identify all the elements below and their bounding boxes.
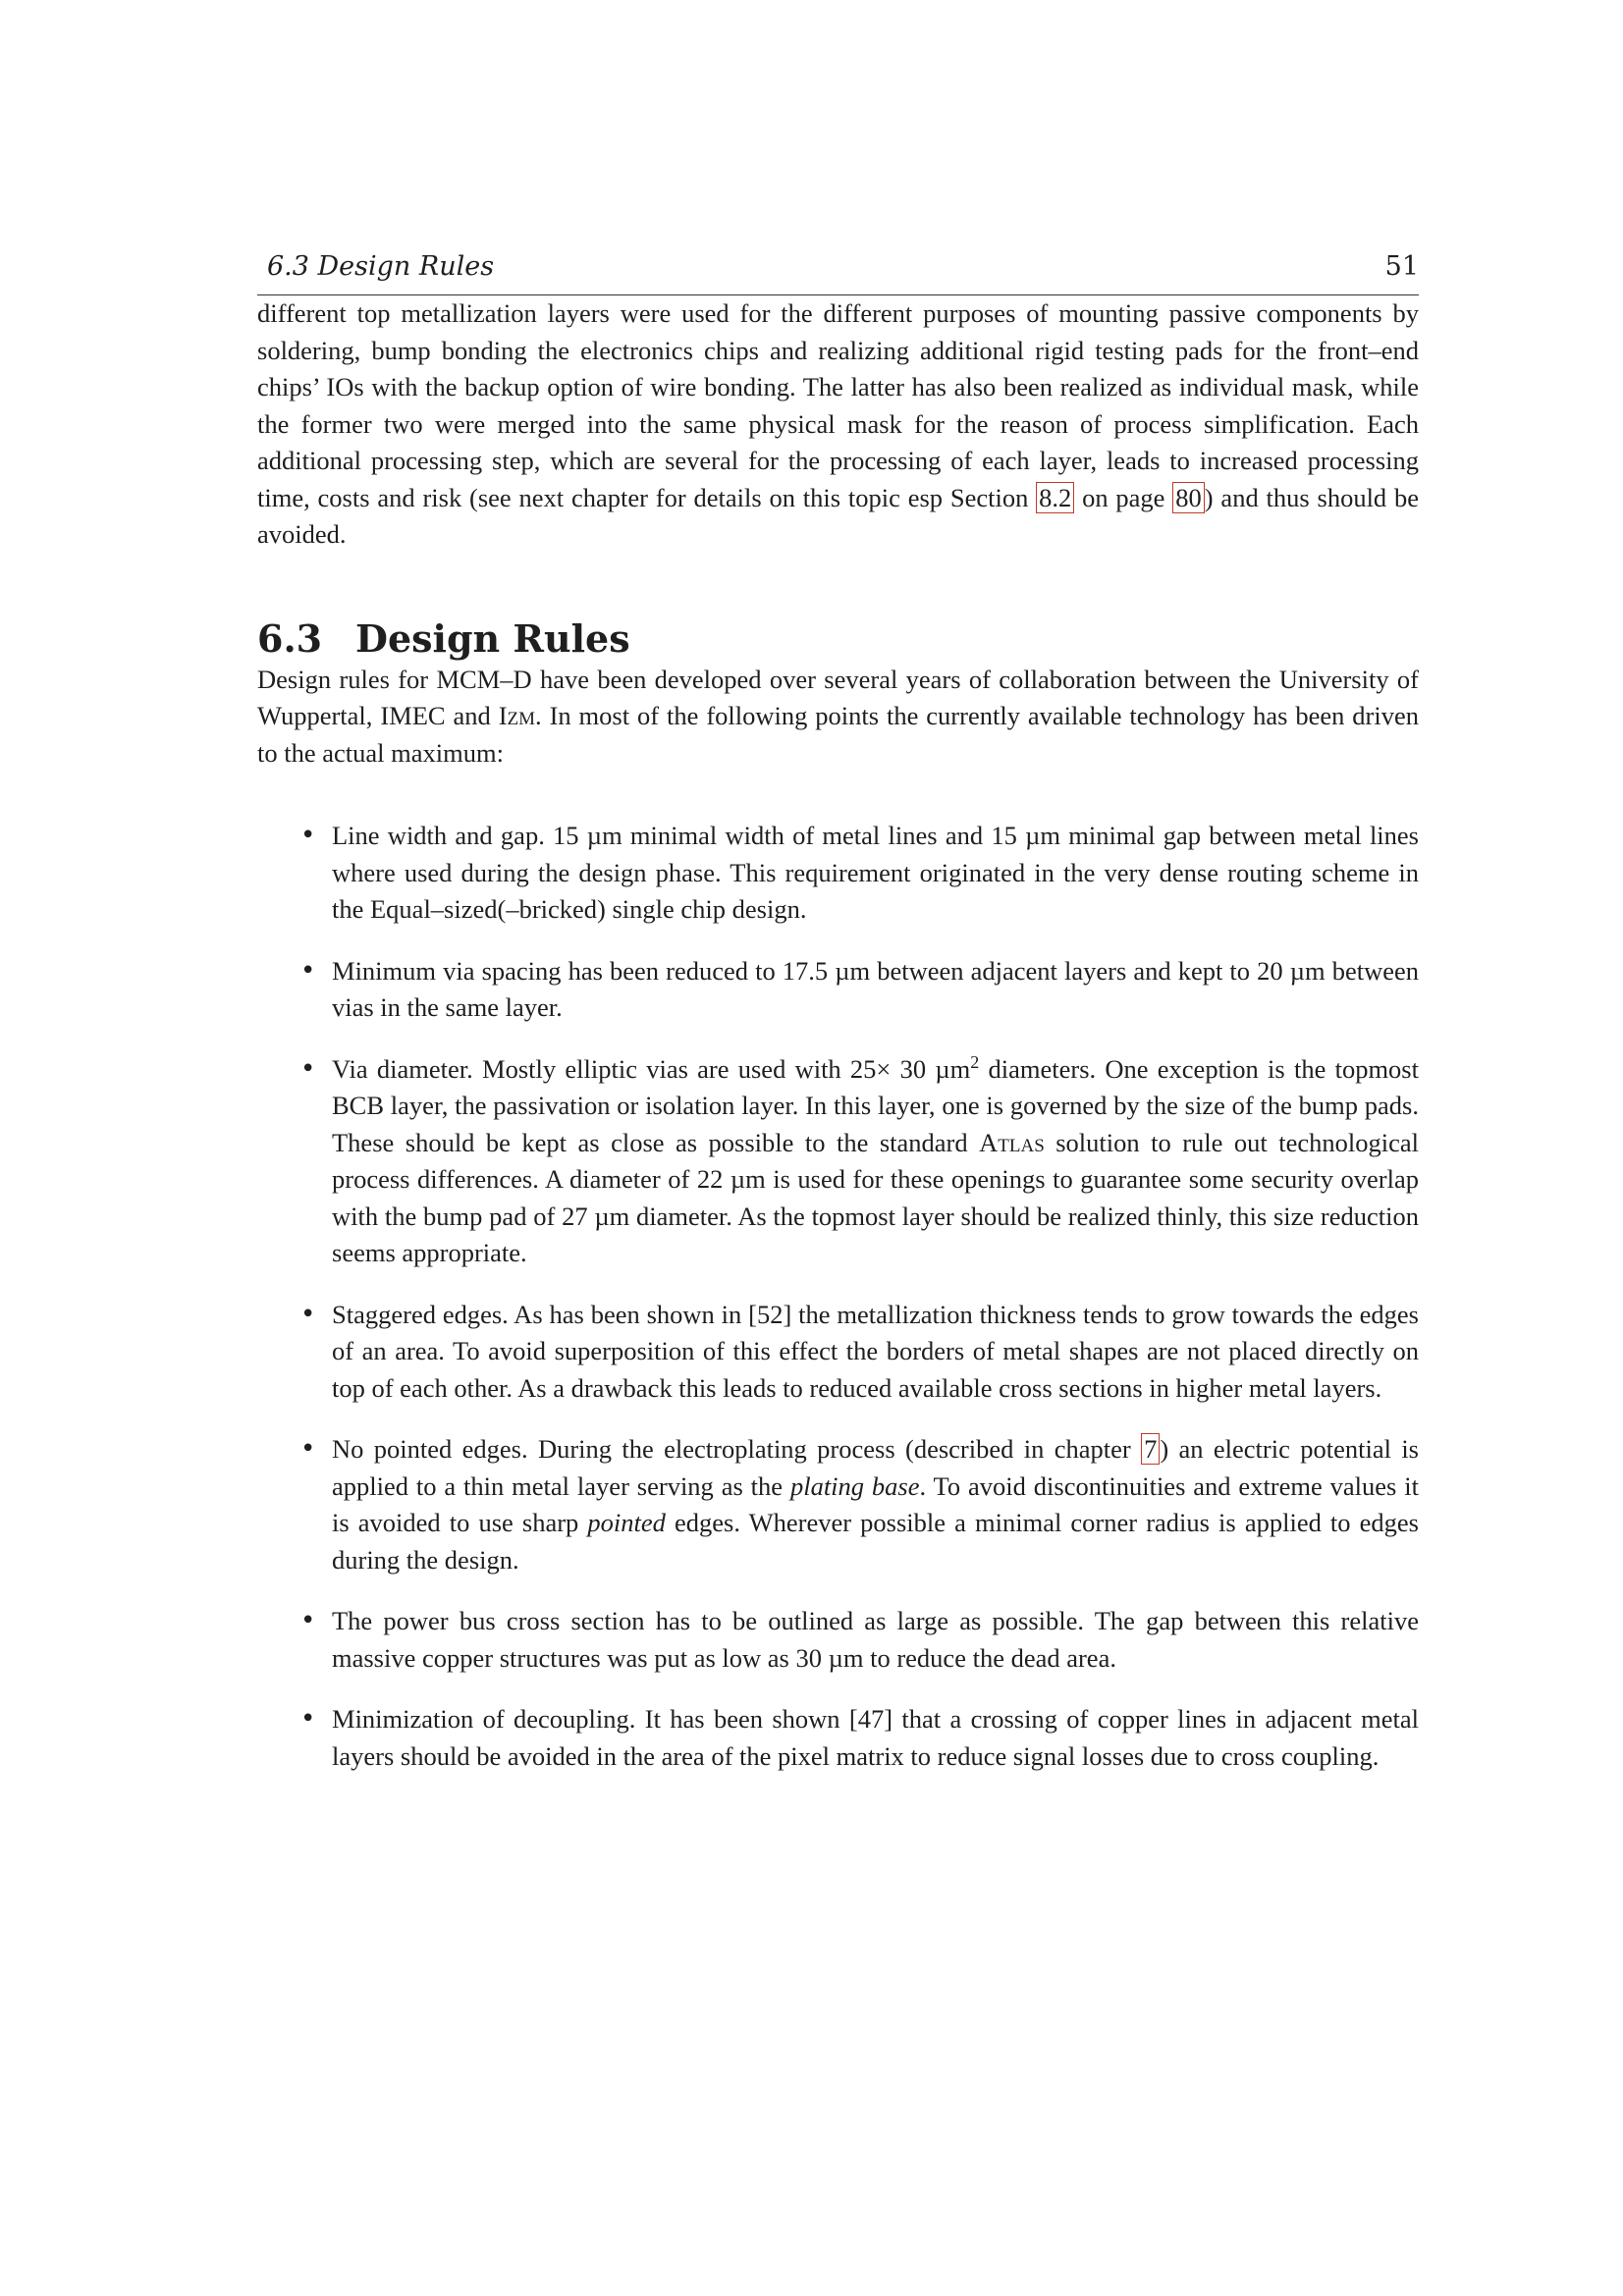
- intro-paragraph: [257, 295, 1419, 554]
- rule-via-diameter-text-a: Via diameter. Mostly elliptic vias are used with 25× 30 µm: [332, 1053, 971, 1084]
- list-item: [257, 1051, 1419, 1272]
- design-rules-list: [257, 818, 1419, 1775]
- rule5-text-a: No pointed edges. During the electroplating process (described in chapter: [332, 1434, 1142, 1464]
- rule-line-width: Line width and gap. 15 µm minimal width of metal lines and 15 µm minimal gap between metal lines where used during the design phase. This requirement originated in the very dense routing scheme in the Equal–sized(–bricked) single chip design.: [332, 821, 1419, 924]
- intro-text-a: different top metallization layers were used for the different purposes of mounting passive components by soldering, bump bonding the electronics chips and realizing additional rigid testing pads for the front–end chips’ IOs with the backup option of wire bonding. The latter has also been realized as individual mask, while the former two were merged into the same physical mask for the reason of process simplification. Each additional processing step, which are several for the processing of each layer, leads to increased processing time, costs and risk (see next chapter for details on this topic esp Section: [257, 298, 1419, 512]
- rule-staggered-edges: Staggered edges. As has been shown in [52] the metallization thickness tends to grow towards the edges of an area. To avoid superposition of this effect the borders of metal shapes are not placed directly on top of each other. As a drawback this leads to reduced available cross sections in higher metal layers.: [332, 1299, 1419, 1403]
- bullet-icon: •: [300, 1299, 316, 1329]
- rule-no-pointed-edges: [332, 1431, 1419, 1578]
- list-item: [257, 1297, 1419, 1408]
- rule-via-diameter-text-b: diameters. One exception is the topmost BCB layer, the passivation or isolation layer. In this layer, one is governed by the size of the bump pads. These should be kept as close as possible to the standard: [332, 1053, 1419, 1157]
- list-item: [257, 1603, 1419, 1677]
- list-item: [257, 1701, 1419, 1775]
- superscript-two: 2: [970, 1051, 980, 1072]
- section-para-a: Design rules for MCM–D have been developed over several years of collaboration between the University of Wuppertal, IMEC and: [257, 664, 1419, 730]
- bullet-icon: •: [300, 1053, 316, 1084]
- rule-via-diameter: [332, 1051, 1419, 1272]
- plating-base-italic: plating base: [789, 1470, 920, 1501]
- bullet-icon: •: [300, 955, 316, 986]
- bullet-icon: •: [300, 1704, 316, 1734]
- page-number: 51: [1384, 251, 1419, 282]
- section-para-b: . In most of the following points the currently available technology has been driven to the actual maximum:: [257, 701, 1419, 768]
- intro-text-b: on page: [1074, 482, 1173, 512]
- bullet-icon: •: [300, 1434, 316, 1464]
- page-ref-link[interactable]: 80: [1172, 482, 1205, 513]
- list-item: [257, 1431, 1419, 1578]
- section-title: Design Rules: [355, 615, 630, 661]
- section-intro-paragraph: [257, 662, 1419, 773]
- rule5-text-c: . To avoid discontinuities and extreme values it is avoided to use sharp: [332, 1470, 1419, 1537]
- izm-smallcaps: Izm: [498, 701, 536, 730]
- list-item: [257, 818, 1419, 929]
- chapter-ref-link[interactable]: 7: [1141, 1433, 1160, 1465]
- bullet-icon: •: [300, 821, 316, 850]
- running-header: [257, 245, 1419, 295]
- rule-via-spacing: Minimum via spacing has been reduced to 17.5 µm between adjacent layers and kept to 20 µm between vias in the same layer.: [332, 955, 1419, 1022]
- intro-text-c: ) and thus should be avoided.: [257, 482, 1420, 549]
- rule-decoupling: Minimization of decoupling. It has been shown [47] that a crossing of copper lines in adjacent metal layers should be avoided in the area of the pixel matrix to reduce signal losses due to cross coupling.: [332, 1704, 1419, 1771]
- rule5-text-b: ) an electric potential is applied to a thin metal layer serving as the: [332, 1434, 1419, 1501]
- pointed-italic: pointed: [587, 1508, 666, 1537]
- section-ref-link[interactable]: 8.2: [1036, 482, 1074, 513]
- rule-power-bus: The power bus cross section has to be outlined as large as possible. The gap between this relative massive copper structures was put as low as 30 µm to reduce the dead area.: [332, 1606, 1419, 1673]
- rule-via-diameter-text-c: solution to rule out technological process differences. A diameter of 22 µm is used for these openings to guarantee some security overlap with the bump pad of 27 µm diameter. As the topmost layer should be realized thinly, this size reduction seems appropriate.: [332, 1127, 1420, 1267]
- list-item: [257, 953, 1419, 1027]
- page: [257, 245, 1419, 1799]
- bullet-icon: •: [300, 1606, 316, 1635]
- section-heading: [257, 616, 1419, 662]
- section-number: 6.3: [257, 615, 323, 661]
- rule5-text-d: edges. Wherever possible a minimal corner radius is applied to edges during the design.: [332, 1508, 1419, 1575]
- atlas-smallcaps: Atlas: [979, 1127, 1045, 1157]
- running-header-title: 6.3 Design Rules: [267, 251, 495, 282]
